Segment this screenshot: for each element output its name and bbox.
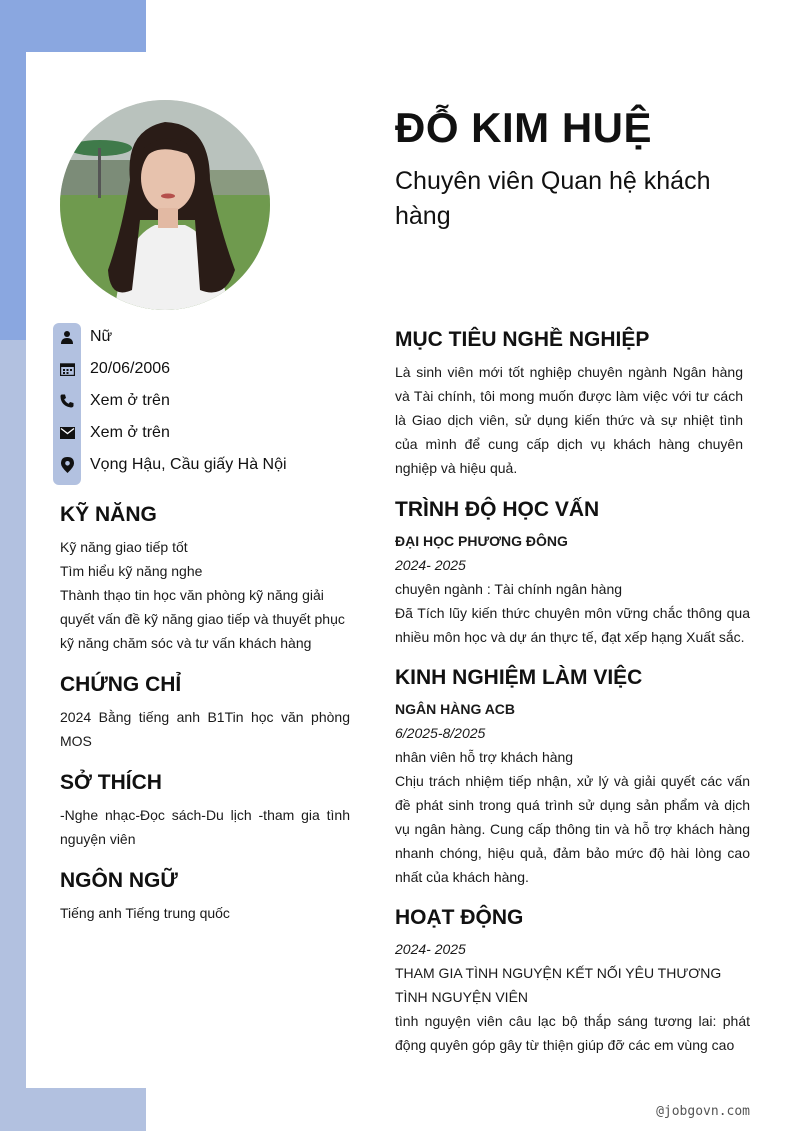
gender-text: Nữ	[90, 328, 113, 345]
contact-email	[58, 423, 170, 443]
contact-birthdate	[58, 359, 171, 379]
hobbies-title: SỞ THÍCH	[60, 771, 162, 794]
activity-description: tình nguyện viên câu lạc bộ thắp sáng tương lai: phát động quyên góp gây từ thiện giúp đỡ các em vùng cao	[395, 1013, 750, 1053]
experience-description: Chịu trách nhiệm tiếp nhận, xử lý và giải quyết các vấn đề phát sinh trong quá trình sử dụng sản phẩm và dịch vụ ngân hàng. Cung cấp thông tin và hỗ trợ khách hàng nhanh chóng, hiệu quả, đảm bảo mức độ hài lòng cao nhất của khách hàng.	[395, 773, 750, 885]
education-title: TRÌNH ĐỘ HỌC VẤN	[395, 498, 600, 521]
hobbies-text: -Nghe nhạc-Đọc sách-Du lịch -tham gia tình nguyện viên	[60, 807, 350, 847]
certificates-title: CHỨNG CHỈ	[60, 673, 182, 696]
avatar	[60, 100, 270, 310]
company-name: NGÂN HÀNG ACB	[395, 701, 516, 717]
skill-line: Thành thạo tin học văn phòng kỹ năng giải	[60, 587, 324, 603]
skill-line: Tìm hiểu kỹ năng nghe	[60, 563, 203, 579]
person-icon	[58, 328, 76, 346]
education-block	[395, 529, 750, 649]
email-text[interactable]: Xem ở trên	[90, 424, 170, 441]
education-description: Đã Tích lũy kiến thức chuyên môn vững chắc thông qua nhiều môn học và dự án thực tế, đạt xếp hạng Xuất sắc.	[395, 605, 750, 645]
school-name: ĐẠI HỌC PHƯƠNG ĐÔNG	[395, 533, 568, 549]
skill-line: Kỹ năng giao tiếp tốt	[60, 539, 188, 555]
address-text: Vọng Hậu, Cầu giấy Hà Nội	[90, 456, 287, 473]
activity-event: THAM GIA TÌNH NGUYỆN KẾT NỐI YÊU THƯƠNG	[395, 965, 722, 981]
activity-period: 2024- 2025	[395, 941, 466, 957]
objective-title: MỤC TIÊU NGHỀ NGHIỆP	[395, 328, 650, 351]
languages-title: NGÔN NGỮ	[60, 869, 178, 892]
contact-gender	[58, 327, 113, 347]
mail-icon	[58, 424, 76, 442]
education-major: chuyên ngành : Tài chính ngân hàng	[395, 581, 623, 597]
birthdate-text: 20/06/2006	[90, 360, 171, 377]
footer-watermark: @jobgovn.com	[656, 1104, 750, 1119]
activity-role: TÌNH NGUYỆN VIÊN	[395, 989, 529, 1005]
activities-title: HOẠT ĐỘNG	[395, 906, 524, 929]
languages-text: Tiếng anh Tiếng trung quốc	[60, 905, 230, 921]
skill-line: quyết vấn đề kỹ năng giao tiếp và thuyết phục	[60, 611, 345, 627]
contact-address	[58, 455, 287, 475]
experience-period: 6/2025-8/2025	[395, 725, 486, 741]
location-pin-icon	[58, 456, 76, 474]
experience-block	[395, 697, 750, 889]
phone-text[interactable]: Xem ở trên	[90, 392, 170, 409]
skills-list	[60, 535, 350, 655]
education-period: 2024- 2025	[395, 557, 466, 573]
job-title: Chuyên viên Quan hệ khách hàng	[395, 167, 711, 230]
calendar-icon	[58, 360, 76, 378]
candidate-name: ĐỖ KIM HUỆ	[395, 104, 652, 151]
certificates-text: 2024 Bằng tiếng anh B1Tin học văn phòng MOS	[60, 709, 350, 749]
activities-block	[395, 937, 750, 1057]
experience-role: nhân viên hỗ trợ khách hàng	[395, 749, 574, 765]
skills-title: KỸ NĂNG	[60, 503, 157, 526]
objective-text: Là sinh viên mới tốt nghiệp chuyên ngành Ngân hàng và Tài chính, tôi mong muốn được làm việc với tư cách là Giao dịch viên, sử dụng kiến thức và sự nhiệt tình của mình để cung cấp dịch vụ khách hàng chuyên nghiệp và hiệu quả.	[395, 364, 743, 476]
phone-icon	[58, 392, 76, 410]
contact-phone	[58, 391, 170, 411]
experience-title: KINH NGHIỆM LÀM VIỆC	[395, 666, 643, 689]
skill-line: kỹ năng chăm sóc và tư vấn khách hàng	[60, 635, 312, 651]
